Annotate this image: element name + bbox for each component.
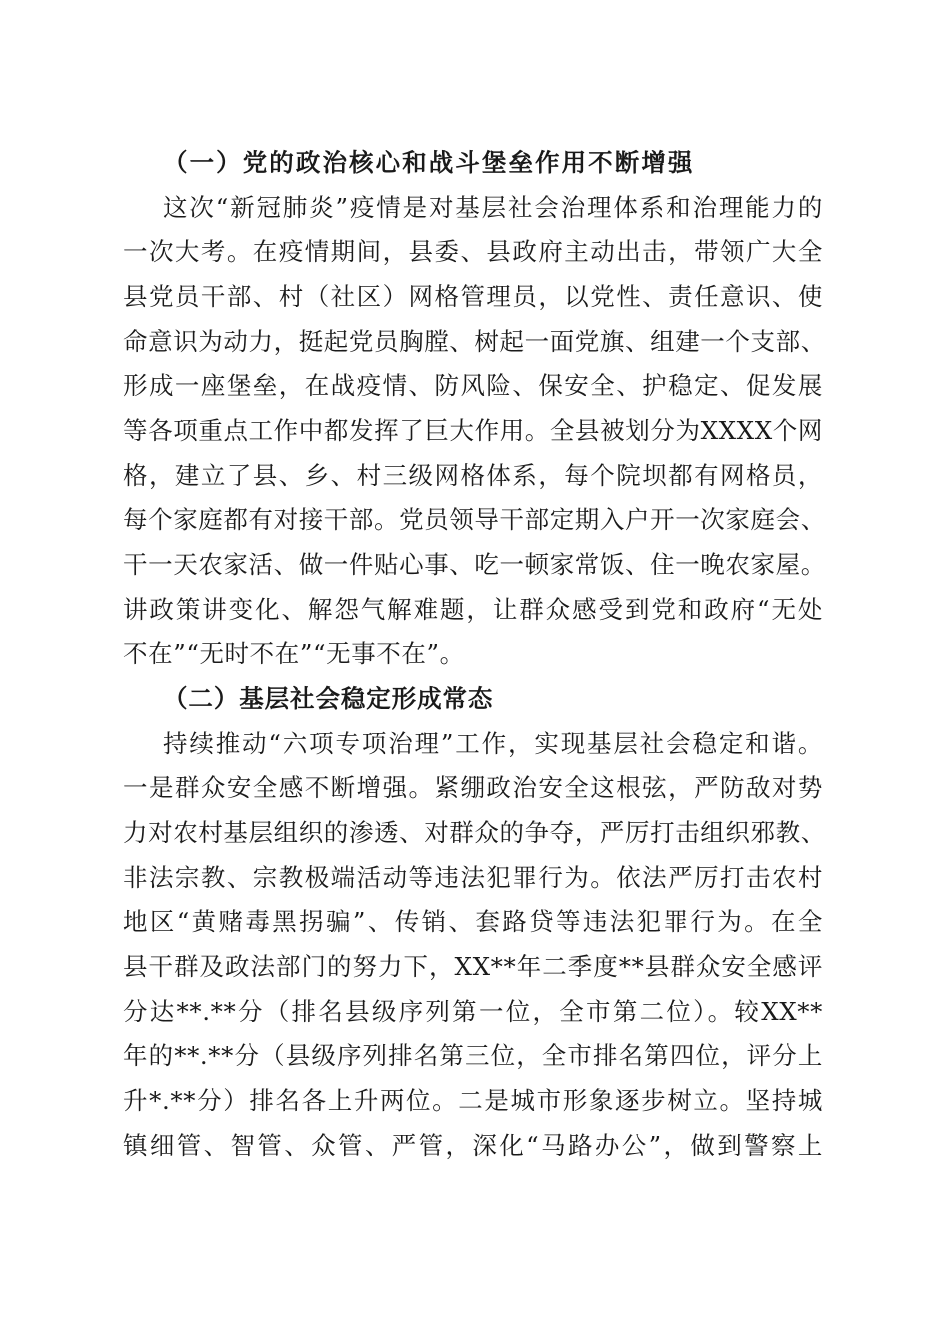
- paragraph-line: 不在”“无时不在”“无事不在”。: [123, 639, 465, 668]
- paragraph-line: 一次大考。在疫情期间，县委、县政府主动出击，带领广大全: [123, 237, 823, 266]
- paragraph-line: 形成一座堡垒，在战疫情、防风险、保安全、护稳定、促发展: [123, 371, 823, 400]
- paragraph-line: 县党员干部、村（社区）网格管理员，以党性、责任意识、使: [123, 282, 823, 311]
- section-heading-2: （二）基层社会稳定形成常态: [163, 684, 493, 713]
- paragraph-line: 镇细管、智管、众管、严管，深化“马路办公”，做到警察上: [123, 1131, 823, 1160]
- section-heading-1: （一）党的政治核心和战斗堡垒作用不断增强: [163, 148, 693, 177]
- paragraph-line: 一是群众安全感不断增强。紧绷政治安全这根弦，严防敌对势: [123, 773, 823, 802]
- paragraph-line: 县干群及政法部门的努力下，XX**年二季度**县群众安全感评: [123, 952, 823, 981]
- paragraph-line: 地区“黄赌毒黑拐骗”、传销、套路贷等违法犯罪行为。在全: [123, 907, 823, 936]
- paragraph-line: 年的**.**分（县级序列排名第三位，全市排名第四位，评分上: [123, 1041, 823, 1070]
- paragraph-line: 讲政策讲变化、解怨气解难题，让群众感受到党和政府“无处: [123, 595, 823, 624]
- paragraph-line: 干一天农家活、做一件贴心事、吃一顿家常饭、住一晚农家屋。: [123, 550, 826, 579]
- paragraph-line: 分达**.**分（排名县级序列第一位，全市第二位）。较XX**: [123, 997, 823, 1026]
- paragraph-line: 命意识为动力，挺起党员胸膛、树起一面党旗、组建一个支部、: [123, 327, 826, 356]
- paragraph-line: 非法宗教、宗教极端活动等违法犯罪行为。依法严厉打击农村: [123, 863, 823, 892]
- paragraph-line: 这次“新冠肺炎”疫情是对基层社会治理体系和治理能力的: [163, 193, 823, 222]
- paragraph-line: 升*.**分）排名各上升两位。二是城市形象逐步树立。坚持城: [123, 1086, 823, 1115]
- paragraph-line: 每个家庭都有对接干部。党员领导干部定期入户开一次家庭会、: [123, 505, 826, 534]
- paragraph-line: 持续推动“六项专项治理”工作，实现基层社会稳定和谐。: [163, 729, 823, 758]
- paragraph-line: 格，建立了县、乡、村三级网格体系，每个院坝都有网格员，: [123, 461, 823, 490]
- paragraph-line: 等各项重点工作中都发挥了巨大作用。全县被划分为XXXX个网: [123, 416, 823, 445]
- paragraph-line: 力对农村基层组织的渗透、对群众的争夺，严厉打击组织邪教、: [123, 818, 826, 847]
